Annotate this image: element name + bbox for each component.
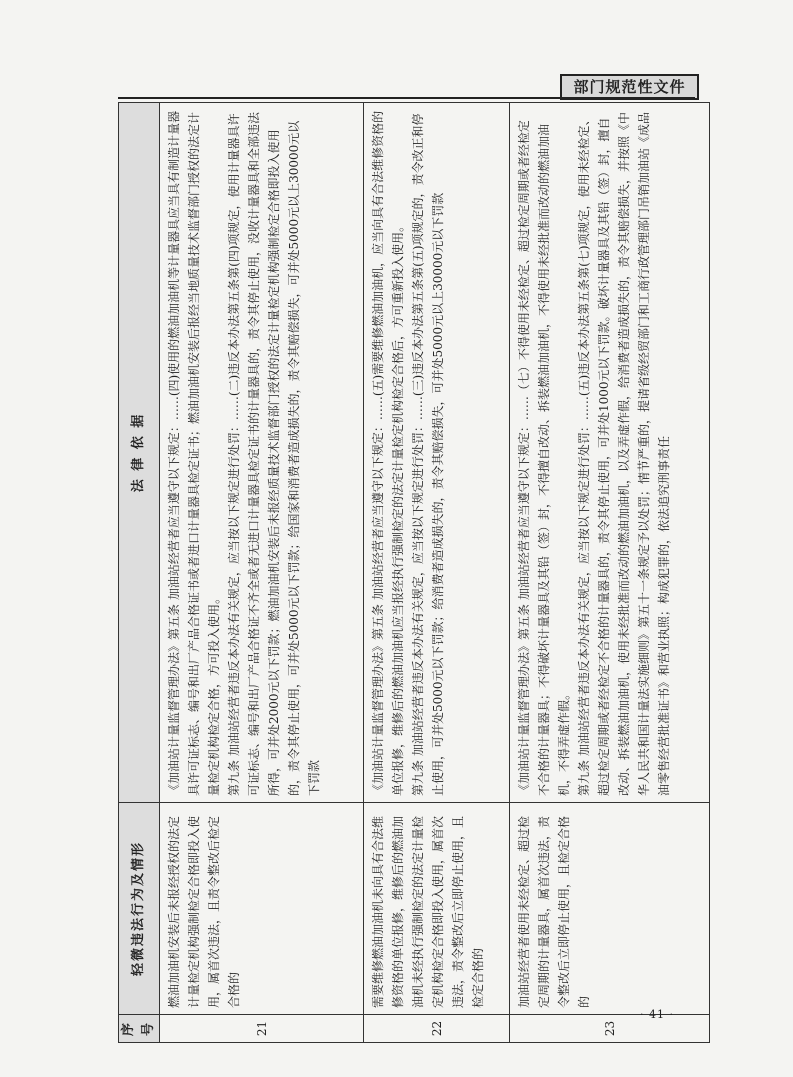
- row-basis: [510, 103, 710, 803]
- header-behavior: 轻微违法行为及情形: [119, 803, 160, 1015]
- row-no: 22: [364, 1015, 510, 1043]
- regulation-table: [118, 102, 710, 1043]
- rotated-table-container: [118, 103, 692, 1043]
- basis-paragraph: 《加油站计量监督管理办法》第五条 加油站经营者应当遵守以下规定：……(四)使用的燃油加油机等计量器具应当具有制造计量器具许可证标志、编号和出厂产品合格证书或者进口计量器具检定证书；燃油加油机安装后报经当地质量技术监督部门授权的法定计量检定机构检定合格，方可投入使用。: [167, 110, 221, 796]
- page-number: · 41 ·: [640, 1008, 674, 1021]
- header-no: 序号: [119, 1015, 160, 1043]
- table-row: [510, 103, 710, 1043]
- basis-paragraph: 《加油站计量监督管理办法》第五条 加油站经营者应当遵守以下规定：……（七）不得使用未经检定、超过检定周期或者经检定不合格的计量器具；不得破坏计量器具及其铅（签）封，不得擅自改动、拆装燃油加油机，不得使用未经批准而改动的燃油加油机，不得弄虚作假。: [517, 120, 571, 796]
- basis-paragraph: 第九条 加油站经营者违反本办法有关规定，应当按以下规定进行处罚：……(三)违反本办法第五条第(五)项规定的，责令改正和停止使用，可并处5000元以下罚款；给消费者造成损失的，责令其赔偿损失，可并处5000元以上30000元以下罚款: [411, 113, 445, 796]
- document-category-badge: 部门规范性文件: [560, 74, 699, 100]
- basis-paragraph: 第九条 加油站经营者违反本办法有关规定，应当按以下规定进行处罚：……(五)违反本办法第五条第(七)项规定，使用未经检定、超过检定周期或者经检定不合格的计量器具的，责令其停止使用，可并处1000元以下罚款。破坏计量器具及其铅（签）封，擅自改动、拆装燃油加油机，使用未经批准而改动的燃油加油机，以及弄虚作假，给消费者造成损失的，责令其赔偿损失，并按照《中华人民共和国计量法实施细则》第五十一条规定予以处罚；情节严重的，提请省级经贸部门和工商行政管理部门吊销加油站《成品油零售经营批准证书》和营业执照；构成犯罪的，依法追究刑事责任: [577, 111, 671, 796]
- row-basis: [364, 103, 510, 803]
- table-row: [160, 103, 364, 1043]
- row-behavior: 燃油加油机安装后未报经授权的法定计量检定机构强制检定合格即投入使用，属首次违法，且责令整改后检定合格的: [160, 803, 364, 1015]
- header-rule: [118, 97, 695, 99]
- row-no: 21: [160, 1015, 364, 1043]
- row-basis: [160, 103, 364, 803]
- table-header-row: [119, 103, 160, 1043]
- row-behavior: 加油站经营者使用未经检定、超过检定周期的计量器具，属首次违法，责令整改后立即停止使用，且检定合格的: [510, 803, 710, 1015]
- header-basis: 法 律 依 据: [119, 103, 160, 803]
- table-row: [364, 103, 510, 1043]
- row-no: 23: [510, 1015, 710, 1043]
- basis-paragraph: 《加油站计量监督管理办法》第五条 加油站经营者应当遵守以下规定：……(五)需要维修燃油加油机，应当向具有合法维修资格的单位报修，维修后的燃油加油机应当报经执行强制检定的法定计量检定机构检定合格后，方可重新投入使用。: [371, 110, 405, 796]
- row-behavior: 需要维修燃油加油机未向具有合法维修资格的单位报修，维修后的燃油加油机未经执行强制检定的法定计量检定机构检定合格即投入使用，属首次违法，责令整改后立即停止使用，且检定合格的: [364, 803, 510, 1015]
- basis-paragraph: 第九条 加油站经营者违反本办法有关规定，应当按以下规定进行处罚：……(二)违反本办法第五条第(四)项规定，使用计量器具许可证标志、编号和出厂产品合格证不齐全或者无进口计量器具检定证书的计量器具的，责令其停止使用，没收计量器具和全部违法所得，可并处2000元以下罚款；燃油加油机安装后未报经质量技术监督部门授权的法定计量检定机构强制检定合格即投入使用的，责令其停止使用，可并处5000元以下罚款；给国家和消费者造成损失的，责令其赔偿损失，可并处5000元以上30000元以下罚款: [227, 111, 321, 796]
